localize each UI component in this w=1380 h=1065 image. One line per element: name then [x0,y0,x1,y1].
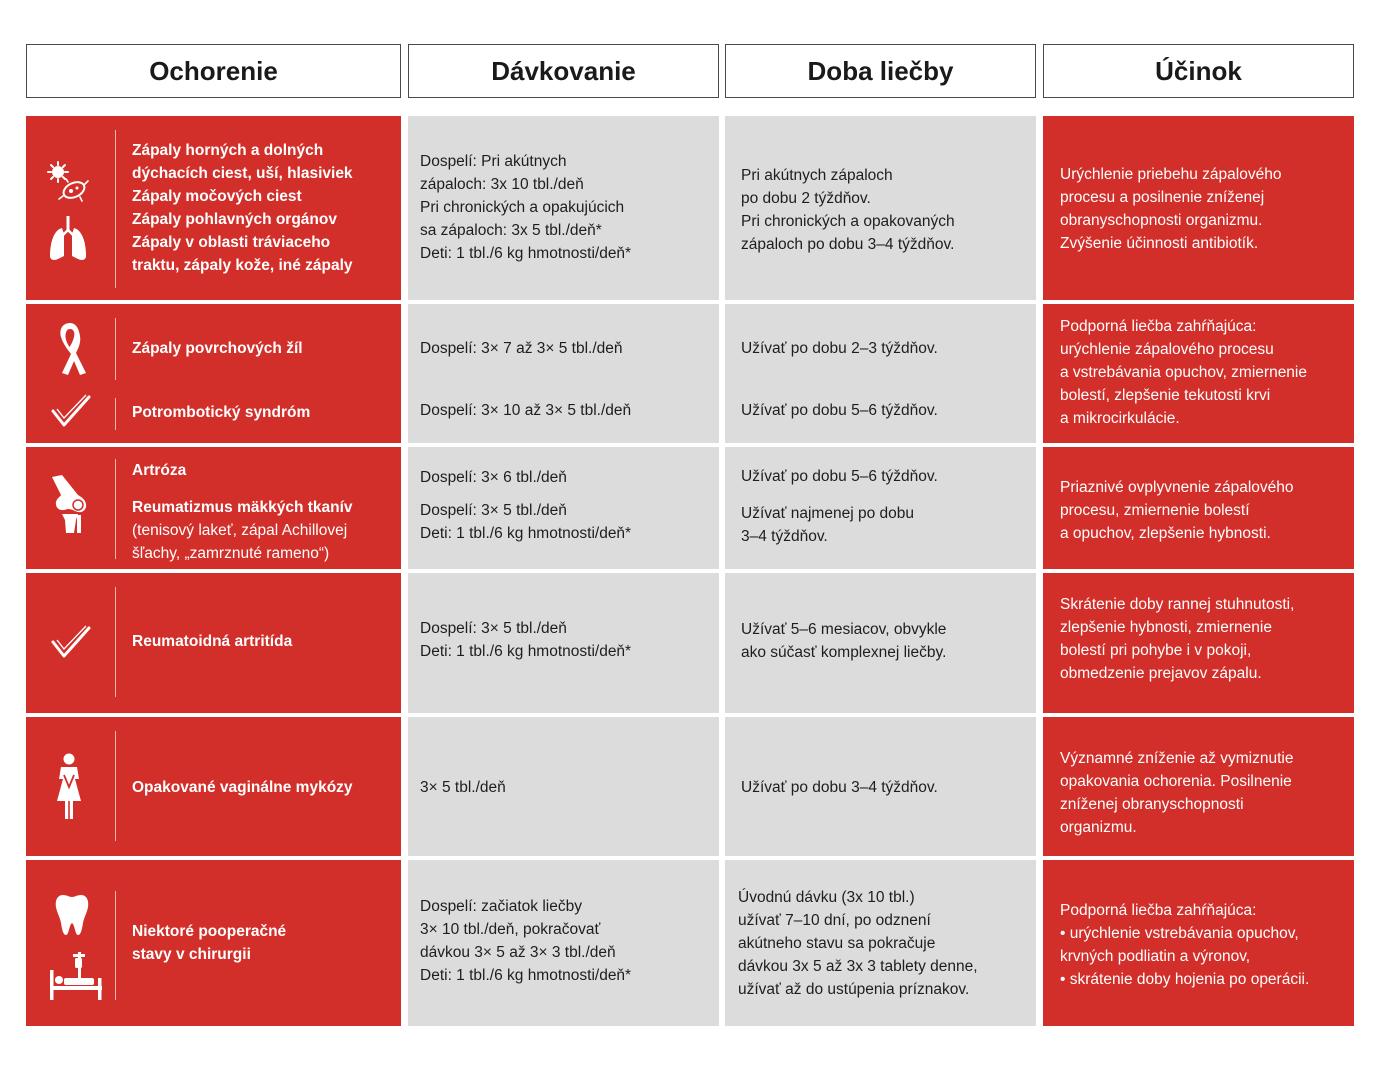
row2-disease-a: Zápaly povrchových žíl [132,340,303,357]
row4-dosage-cell [408,573,719,713]
row1-disease-cell [26,116,401,300]
row3-disease-b-block: Reumatizmus mäkkých tkanív (tenisový lakeť, zápal Achillovej šľachy, „zamrznuté rameno“) [132,496,393,565]
ribbon-icon [52,320,88,376]
header-ochorenie: Ochorenie [26,44,401,98]
row3-dosage-b: Dospelí: 3× 5 tbl./deň Deti: 1 tbl./6 kg hmotnosti/deň* [420,502,632,542]
row5-effect-text: Významné zníženie až vymiznutie opakovania ochorenia. Posilnenie zníženej obranyschopnosti organizmu. [1060,750,1294,836]
row6-divider [115,891,116,1000]
row2-effect-cell [1043,304,1354,443]
knee-joint-icon [48,473,90,535]
row3-duration-a: Užívať po dobu 5–6 týždňov. [741,468,938,485]
row5-effect-cell [1043,717,1354,856]
row1-divider [115,130,116,288]
row6-duration-text: Úvodnú dávku (3x 10 tbl.) užívať 7–10 dní, po odznení akútneho stavu sa pokračuje dávkou 3x 5 až 3x 3 tablety denne, užívať až do ustúpenia príznakov. [738,889,978,998]
woman-icon [54,753,84,821]
row4-duration-cell [725,573,1036,713]
row4-effect-cell [1043,573,1354,713]
row2-disease-cell [26,304,401,443]
row2-dosage-a: Dospelí: 3× 7 až 3× 5 tbl./deň [420,340,623,357]
row4-dosage-text: Dospelí: 3× 5 tbl./deň Deti: 1 tbl./6 kg hmotnosti/deň* [420,620,632,660]
row5-dosage-text: 3× 5 tbl./deň [420,779,506,796]
row2-effect-text: Podporná liečba zahŕňajúca: urýchlenie zápalového procesu a vstrebávania opuchov, zmiernenie bolestí, zlepšenie tekutosti krvi a mikrocirkulácie. [1060,318,1307,427]
row6-effect-cell [1043,860,1354,1026]
row1-effect-text: Urýchlenie priebehu zápalového procesu a posilnenie zníženej obranyschopnosti organizmu. Zvýšenie účinnosti antibiotík. [1060,166,1282,252]
header-doba-liecby: Doba liečby [725,44,1036,98]
row1-duration-text: Pri akútnych zápaloch po dobu 2 týždňov. Pri chronických a opakovaných zápaloch po dobu 3–4 týždňov. [741,167,955,253]
row3-duration-cell [725,447,1036,569]
row5-duration-cell [725,717,1036,856]
row3-disease-a: Artróza [132,462,187,479]
hospital-bed-icon [48,950,104,1002]
row2-duration-a: Užívať po dobu 2–3 týždňov. [741,340,938,357]
lungs-icon [48,216,88,262]
row6-dosage-text: Dospelí: začiatok liečby 3× 10 tbl./deň, pokračovať dávkou 3× 5 až 3× 3 tbl./deň Deti: 1 tbl./6 kg hmotnosti/deň* [420,898,632,984]
row1-duration-cell [725,116,1036,300]
row3-dosage-a: Dospelí: 3× 6 tbl./deň [420,469,567,486]
row6-disease-cell [26,860,401,1026]
header-ucinok: Účinok [1043,44,1354,98]
row6-disease-text: Niektoré pooperačné stavy v chirurgii [132,923,287,963]
row4-disease-text: Reumatoidná artritída [132,633,293,650]
row3-disease-b: Reumatizmus mäkkých tkanív [132,499,353,516]
row3-disease-cell [26,447,401,569]
row3-effect-cell [1043,447,1354,569]
row6-duration-cell [725,860,1036,1026]
bacteria-icon [44,160,90,204]
row4-divider [115,587,116,697]
row1-dosage-cell [408,116,719,300]
row4-disease-cell [26,573,401,713]
row5-dosage-cell [408,717,719,856]
row4-effect-text: Skrátenie doby rannej stuhnutosti, zlepšenie hybnosti, zmiernenie bolestí pri pohybe i v pokoji, obmedzenie prejavov zápalu. [1060,596,1295,682]
row4-duration-text: Užívať 5–6 mesiacov, obvykle ako súčasť komplexnej liečby. [741,621,947,661]
row2-dosage-b: Dospelí: 3× 10 až 3× 5 tbl./deň [420,402,632,419]
row2-disease-b: Potrombotický syndróm [132,404,311,421]
checkmark-icon [50,625,92,659]
row2-dosage-cell [408,304,719,443]
row2-duration-b: Užívať po dobu 5–6 týždňov. [741,402,938,419]
row6-dosage-cell [408,860,719,1026]
row1-effect-cell [1043,116,1354,300]
row5-disease-text: Opakované vaginálne mykózy [132,779,353,796]
row1-dosage-text: Dospelí: Pri akútnych zápaloch: 3x 10 tbl./deň Pri chronických a opakujúcich sa zápaloch: 3x 5 tbl./deň* Deti: 1 tbl./6 kg hmotnosti/deň* [420,153,632,262]
row3-divider [115,459,116,559]
row3-dosage-cell [408,447,719,569]
row5-duration-text: Užívať po dobu 3–4 týždňov. [741,779,938,796]
row2-divider-top [115,318,116,380]
header-davkovanie: Dávkovanie [408,44,719,98]
row2-duration-cell [725,304,1036,443]
row6-effect-text: Podporná liečba zahŕňajúca: • urýchlenie vstrebávania opuchov, krvných podliatin a výronov, • skrátenie doby hojenia po operácii. [1060,902,1310,988]
row5-disease-cell [26,717,401,856]
row3-duration-b: Užívať najmenej po dobu 3–4 týždňov. [741,505,914,545]
row2-divider-bottom [115,398,116,430]
row3-effect-text: Priaznivé ovplyvnenie zápalového procesu, zmiernenie bolestí a opuchov, zlepšenie hybnosti. [1060,479,1294,542]
tooth-icon [54,893,90,937]
row5-divider [115,731,116,841]
checkmark-icon [50,394,92,428]
row1-disease-text: Zápaly horných a dolných dýchacích ciest, uší, hlasiviek Zápaly močových ciest Zápaly pohlavných orgánov Zápaly v oblasti tráviaceho traktu, zápaly kože, iné zápaly [132,142,353,274]
